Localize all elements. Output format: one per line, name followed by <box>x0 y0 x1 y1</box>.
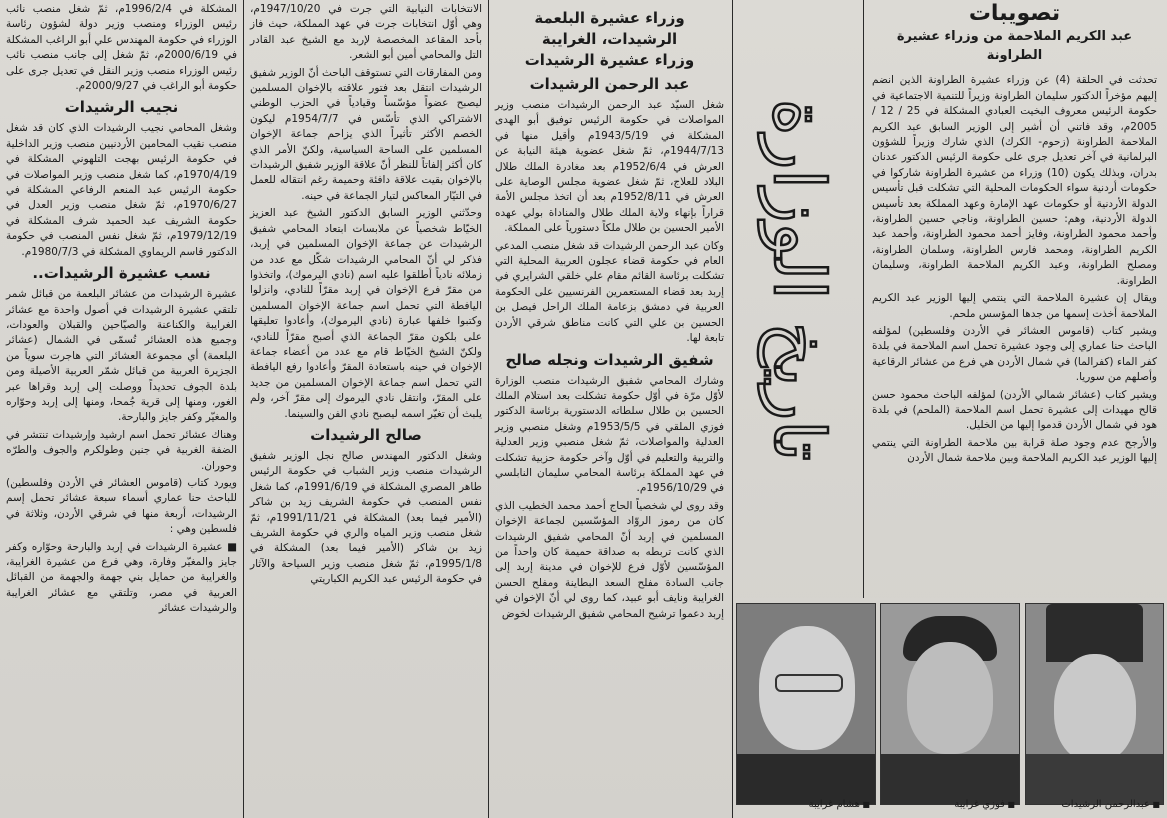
paragraph: وكان عبد الرحمن الرشيدات قد شغل منصب المدعي العام في حكومة قضاء عجلون العربية المحلية التي تشكلت برئاسة القائم مقام علي خلقي الشرايري في إربد بعد قضاء المستعمرين الفرنسيين على الحكومة العربية في دمشق بزعامة الملك الراحل فيصل بن الحسين بن علي التي كانت مناطق شرقي الأردن تابعة لها. <box>495 239 724 345</box>
photo-caption: ■ عبدالرحمن الرشيدات <box>1030 799 1160 815</box>
photo-caption: ■ فوزي غرايبة <box>885 799 1015 815</box>
subheading: نجيب الرشيدات <box>64 98 179 117</box>
paragraph: وقد روى لي شخصياً الحاج أحمد محمد الخطيب الذي كان من رموز الروّاد المؤسّسين لجماعة الإخوان المسلمين في إربد أنّ المحامي شفيق الرشيدات الذي كانت تربطه به صداقة حميمة كان واحداً من المؤسّسين لأوّل فرع للإخوان في مدينة إربد إلى جانب السادة مفلح السعد البطاينة ومفلح الحسن الغرايبة ونايف أبو عبيد، كما روى لي أنّ الإخوان في إربد دعموا ترشيح المحامي شفيق الرشيدات لخوض <box>495 499 724 620</box>
portrait-photo-2 <box>880 603 1020 805</box>
paragraph: عشيرة الرشيدات من عشائر البلعمة من قبائل شمر تلتقي عشيرة الرشيدات في أصول واحدة مع عشائر الغرايبة والكناعنة والصيّاحين والقبلان والعودات، وجميع هذه العشائر تُسمّى في الشمال (عشائر البلعمة) أي مجموعة العشائر التي هاجرت سوياً من الجزيرة العربية من قبائل شمّر العربية الأصيلة ومن بلدة الجوف تحديداً ووصلت إلى إربد وقراها عبر الغور، ومنها إلى قرية جُمحا، ومنها إلى إربد وحوّاره والمغيّر وكفر جايز والبارحة. <box>6 288 237 424</box>
paragraph: ومن المفارقات التي تستوقف الباحث أنّ الوزير شفيق الرشيدات انتقل بعد فتور علاقته بالإخوان المسلمين ليصبح عضواً مؤسّساً وقيادياً في الحزب الوطني الاشتراكي الذي تأسّس في 1954/7/7م ليكون الخصم الأكثر تأثيراً الذي يزاحم جماعة الإخوان المسلمين على الساحة السياسية، ولكنّ الأمر الذي كان أكثر إلفاتاً للنظر أنّ علاقة الوزير شفيق الرشيدات بالإخوان بقيت علاقة دافئة وحميمة رغم انتقاله للعمل في التيّار المعاكس لتيار الجماعة في حينه. <box>249 66 483 202</box>
paragraph: ويورد كتاب (قاموس العشائر في الأردن وفلسطين) للباحث حنا عماري أسماء سبعة عشائر تحمل إسم الرشيدات، أربعة منها في شرقي الأردن، وثلاثة في فلسطين وهي : <box>6 476 237 536</box>
headline-line: وزراء عشيرة البلعمة <box>534 9 685 27</box>
suit-shape <box>1026 754 1163 804</box>
paragraph: ■ عشيرة الرشيدات في إربد والبارحة وحوّاره وكفر جايز والمغيّر وفارة، وهي فرع من عشيرة الغرايبة، والغرايبة من حمايل بني جهمة والجهمة من القبائل العربية في مصر، وتلتقي مع عشائر الغرايبة والرشيدات عشائر <box>6 540 237 615</box>
paragraph: تحدثت في الحلقة (4) عن وزراء عشيرة الطراونة الذين انضم إليهم مؤخراً الدكتور سليمان الطراونة وزيراً للتنمية الاجتماعية في حكومة الرئيس معروف البخيت العبادي المشكلة في 25 / 12 / 2005م، وقد فاتني أن أشير إلى الوزير السابق عبد الكريم الملاحمة الطراونة (زحوم- الكرك) الذي شارك وزيراً للشؤون البرلمانية في آخر تعديل جرى على حكومة الرئيس الدكتور عدنان بدران، وبذلك يكون (10) وزراء من عشيرة الطراونة شاركوا في حكومات أردنية سواء الحكومات المحلية التي تشكلت قبل تأسيس الدولة الأردنية أو حكومات عهد الإمارة وعهد المملكة بعد تأسيس الدولة الأردنية، وهم: حسين الطراونة، وناجي حسين الطراونة، وأحمد محمود الطراونة، وفايز أحمد محمود الطراونة، وأحمد عبد الكريم الطراونة، ومحمد فارس الطراونة، وسلمان الطراونة، ومصلح الطراونة، وعبد الكريم الملاحمة الطراونة، وسليمان الطراونة. <box>872 74 1157 287</box>
paragraph: والأرجح عدم وجود صلة قرابة بين ملاحمة الطراونة التي ينتمي إليها الوزير عبد الكريم الملاحمة وبين ملاحمة شمال الأردن <box>872 436 1157 465</box>
face-shape <box>1054 654 1136 762</box>
corrections-headline: عبد الكريم الملاحمة من وزراء عشيرة الطراونة <box>896 29 1133 64</box>
paragraph: وشارك المحامي شفيق الرشيدات منصب الوزارة لأوّل مرّة في أوّل حكومة تشكلت بعد استلام الملك الحسين بن طلال سلطاته الدستورية برئاسة الدكتور فوزي الملقي في 1953/5/5م وشغل منصبي وزير العدلية والمواصلات، ثمّ شغل منصبي وزير العدلية والتربية والتعليم في أوّل وآخر حكومة حزبية تشكلت في عهد المملكة برئاسة المحامي سليمان النابلسي في 1956/10/29م. <box>495 374 724 495</box>
headline-line: وزراء عشيرة الرشيدات <box>524 51 695 69</box>
subheading: عبد الرحمن الرشيدات <box>529 75 690 93</box>
subheading: نسب عشيرة الرشيدات.. <box>32 264 211 283</box>
suit-shape <box>737 754 875 804</box>
suit-shape <box>881 754 1019 804</box>
paragraph: الانتخابات النيابية التي جرت في 1947/10/20م، وهي أوّل انتخابات جرت في عهد المملكة، حيث فاز بأحد المقاعد المخصصة لإربد مع الشيخ عبد القادر التل والمحامي أمين أبو الشعر. <box>250 3 482 62</box>
subheading: صالح الرشيدات <box>310 425 422 444</box>
face-shape <box>907 642 993 754</box>
paragraph: شغل السيّد عبد الرحمن الرشيدات منصب وزير المواصلات في حكومة الرئيس توفيق أبو الهدى المشكلة في 1943/5/19م وأقيل منها في 1944/7/13م، ثمّ شغل عضوية هيئة النيابة عن العرش في 1952/6/4م بعد مغادرة الملك طلال البلاد للعلاج، ثمّ شغل عضوية مجلس الوصاية على العرش في 1952/8/11م بعد أن اتخذ مجلس الأمة قراراً بإنهاء ولاية الملك طلال والمناداة بولي عهده الأمير الحسين بن طلال ملكاً دستورياً على المملكة. <box>495 99 725 235</box>
vertical-brand-title <box>738 20 856 540</box>
paragraph: ويشير كتاب (عشائر شمالي الأردن) لمؤلفه الباحث محمود حسن قالح مهيدات إلى عشيرة تحمل اسم الملاحمة (الملحم) في بلدة هود في شمال الأردن قدموا إليها من الخليل. <box>872 388 1157 432</box>
section-title: تصويبات <box>968 1 1061 26</box>
paragraph: وحدّثني الوزير السابق الدكتور الشيخ عبد العزيز الخيّاط شخصياً عن ملابسات ابتعاد المحامي شفيق الرشيدات عن جماعة الإخوان المسلمين في إربد، فذكر لي أنّ المحامي الرشيدات شكّل مع عدد من زملائه نادياً أطلقوا عليه اسم (نادي اليرموك)، واتخذوا من مقرّ فرع الإخوان في إربد مقرّاً للنادي، وانزلوا اليافطة التي تحمل اسم جماعة الإخوان المسلمين وكتبوا خلفها عبارة (نادي اليرموك)، وأعادوا تعليقها على بلكون مقرّ الجماعة الذي أصبح مقرّاً للنادي، ولكنّ الشيخ الخيّاط قام مع عدد من أعضاء جماعة الإخوان في حينه باستعادة المقرّ وأعادوا رفع اليافطة التي تحمل اسم جماعة الإخوان المسلمين من جديد على المقرّ، وانتقل نادي اليرموك إلى مقرّ آخر، ولم يلبث أن تغيّر اسمه ليصبح نادي الفن والسينما. <box>250 207 482 420</box>
subheading: شفيق الرشيدات ونجله صالح <box>505 350 714 369</box>
portrait-photo-1 <box>1025 603 1164 805</box>
paragraph: ويشير كتاب (قاموس العشائر في الأردن وفلسطين) لمؤلفه الباحث حنا عماري إلى وجود عشيرة تحمل اسم الملاحمة في بلدة كفر الماء (كفرالما) في شمال الأردن هي فرع من عشائر الرقاعية وأصلهم من سوريا. <box>872 324 1157 384</box>
paragraph: وهناك عشائر تحمل اسم ارشيد وإرشيدات تنتشر في الضفة الغربية في جنين وطولكرم والجوف والطرّه وحوران. <box>6 428 237 472</box>
paragraph: وشغل الدكتور المهندس صالح نجل الوزير شفيق الرشيدات منصب وزير الشباب في حكومة الرئيس طاهر المصري المشكلة في 1991/6/19م، كما شغل نفس المنصب في حكومة الشريف زيد بن شاكر (الأمير فيما بعد) المشكلة في 1991/11/21م، ثمّ شغل منصب وزير المياه والري في حكومة الشريف زيد بن شاكر (الأمير فيما بعد) المشكلة في 1995/1/8م، ثمّ شغل منصب وزير السياحة والآثار في حكومة الرئيس عبد الكريم الكباريتي <box>250 449 482 586</box>
left-column <box>0 0 243 818</box>
headline-line: الرشيدات، الغرايبة <box>541 30 678 48</box>
brand-calligraphy <box>738 20 856 540</box>
portrait-photo-3 <box>736 603 876 805</box>
main-headline <box>495 8 724 71</box>
paragraph: ويقال إن عشيرة الملاحمة التي ينتمي إليها الوزير عبد الكريم الملاحمة أخذت إسمها من جدها المؤسس ملحم. <box>872 292 1157 320</box>
photo-caption: ■ هشام غرايبة <box>740 799 870 815</box>
paragraph: وشغل المحامي نجيب الرشيدات الذي كان قد شغل منصب نقيب المحامين الأردنيين منصب وزير الداخلية في حكومة الرئيس بهجت التلهوني المشكلة في 1970/4/19م، كما شغل منصب وزير المواصلات في حكومة الرئيس عبد المنعم الرفاعي المشكلة في 1970/6/27م، ثمّ شغل منصب وزير العدل في حكومة الشريف عبد الحميد شرف المشكلة في 1979/12/19م، ثمّ شغل نفس المنصب في حكومة الدكتور قاسم الريماوي المشكلة في 1980/7/3م. <box>6 122 237 258</box>
paragraph: المشكلة في 1996/2/4م، ثمّ شغل منصب نائب رئيس الوزراء ومنصب وزير دولة لشؤون رئاسة الوزراء في حكومة المهندس علي أبو الراغب المشكلة في 2000/6/19م، ثمّ شغل إلى جانب منصب نائب رئيس الوزراء منصب وزير النقل في تعديل جرى على حكومة أبو الراغب في 2000/9/27م. <box>5 3 238 93</box>
center-column <box>489 0 732 818</box>
brand-title-text: تاريخ الوزارة <box>758 98 840 462</box>
middle-column <box>244 0 488 818</box>
glasses-shape <box>775 674 843 692</box>
